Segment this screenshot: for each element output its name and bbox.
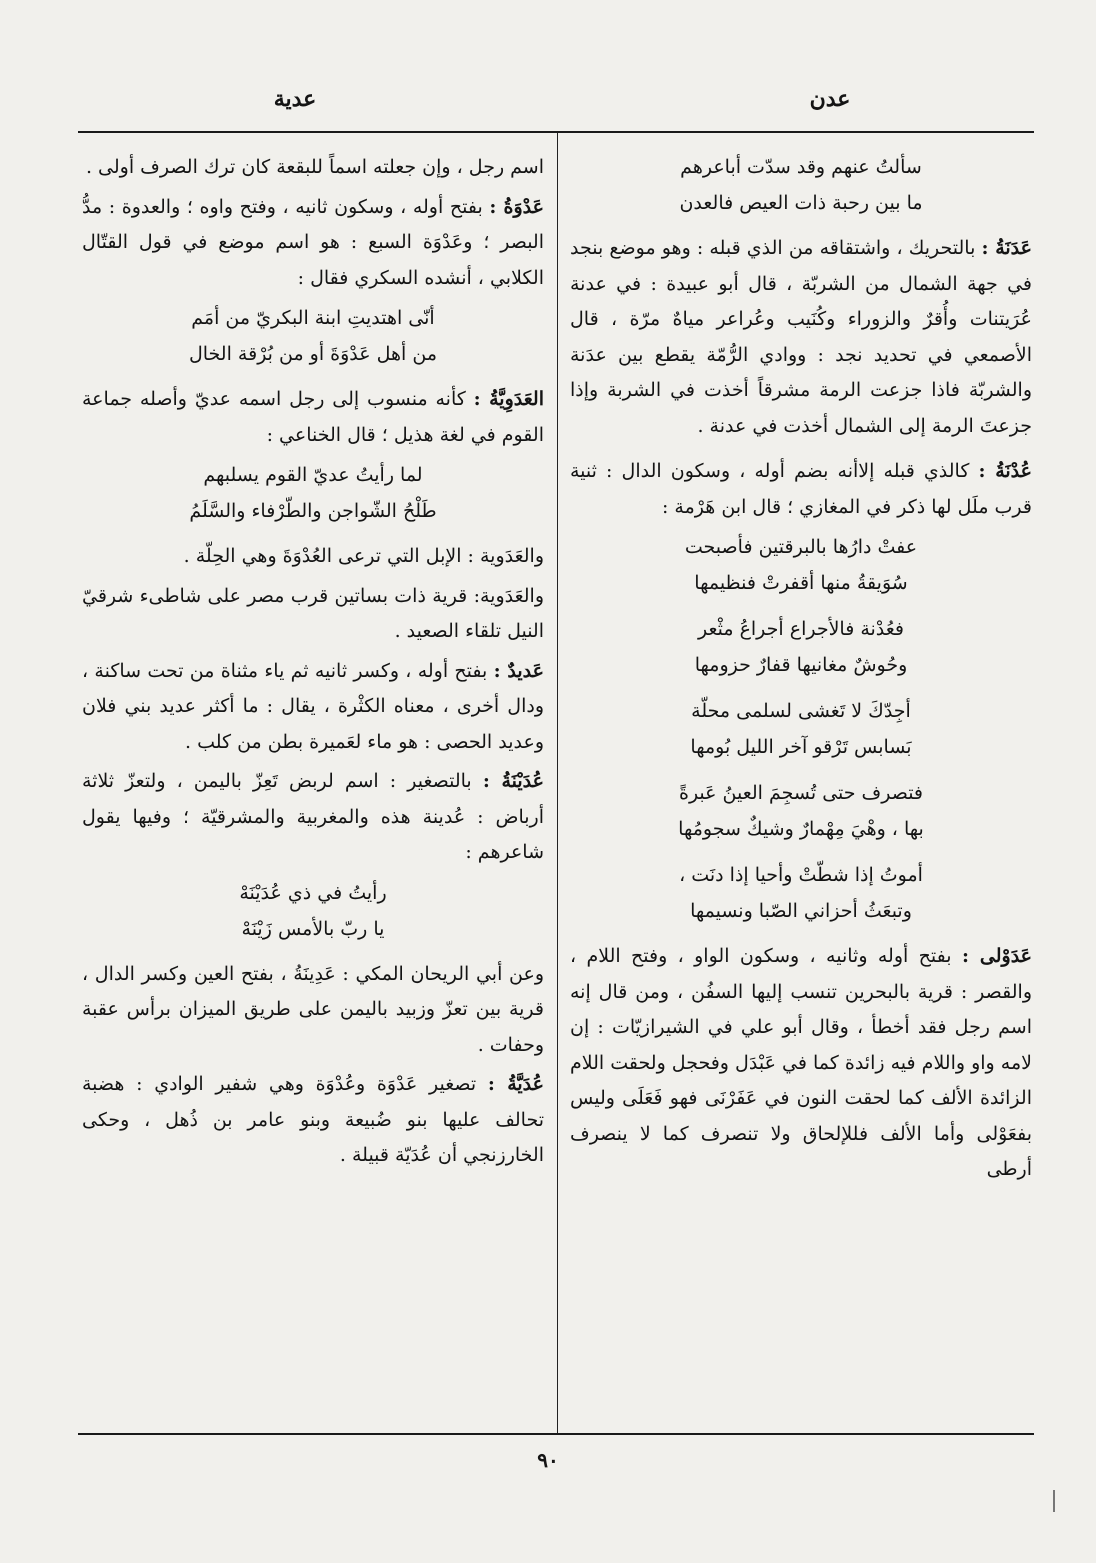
column-divider [557, 133, 558, 1433]
verse-line: رأيتُ في ذي عُدَيْنَهْ [239, 881, 387, 904]
entry-text: بفتح أوله ، وكسر ثانيه ثم ياء مثناة من تحت ساكنة ، ودال أخرى ، معناه الكثْرة ، يقال : ما أكثر عديد بني فلان وعديد الحصى : هو ماء لعَميرة بطن من كلب . [82, 659, 544, 753]
entry-continuation: اسم رجل ، وإن جعلته اسماً للبقعة كان ترك الصرف أولى . [85, 156, 544, 178]
headword: عَدَوْلى : [961, 945, 1032, 967]
entry-udnah [570, 454, 1032, 525]
entry-text: بفتح أوله وثانيه ، وسكون الواو ، وفتح اللام ، والقصر : قرية بالبحرين تنسب إليها السفُن ، ومن قال إنه اسم رجل فقد أخطأ ، وقال أبو علي في الشيرازيّات : إن لامه واو واللام فيه زائدة كما في عَبْدَل وفحجل ولحقت اللام الزائدة الألف كما لحقت النون في عَفَرْنَى فهو فَعَلَى وليس بفعَوْلى وأما الألف فللإلحاق ولا تنصرف كما لا ينصرف أرطى [570, 945, 1032, 1180]
verse-line: ما بين رحبة ذات العيص فالعدن [679, 192, 923, 214]
entry-text: كالذي قبله إلاأنه بضم أوله ، وسكون الدال : ثنية قرب ملَل لها ذكر في المغازي ؛ قال ابن هَرْمة : [570, 460, 1032, 518]
headword: عُدْنَةُ : [978, 460, 1032, 482]
verse-block [570, 149, 1032, 221]
entry-text: بالتحريك ، واشتقاقه من الذي قبله : وهو موضع بنجد في جهة الشمال من الشربّة ، قال أبو عبيدة : في عدنة عُرَيتنات وأُقرٌ والزوراء وكُنَيب وعُراعر مياهٌ مرّة ، قال الأصمعي في تحديد نجد : ووادي الرُّمّة يقطع بين عدَنة والشربّة فاذا جزعت الرمة مشرقاً أخذت في الشربة وإذا جزعتَ الرمة إلى الشمال أخذت في عدنة . [570, 237, 1032, 437]
headword: عَديدٌ : [493, 659, 544, 682]
running-header-left: عدية [273, 86, 317, 112]
verse-line: بَسابس تَرْقو آخر الليل بُومها [690, 736, 912, 758]
headword: العَدَوِيَّةُ : [473, 388, 544, 410]
verse-block [570, 529, 1032, 929]
verse-line: فعُدْنة فالأجراع أجراعُ مثْعر [697, 618, 905, 640]
verse-line: سُوَيقةُ منها أقفرتْ فنظيمها [694, 572, 908, 594]
verse-line: من أهل عَدْوَةَ أو من بُرْقة الخال [188, 343, 438, 365]
verse-line: فتصرف حتى تُسجِمَ العينُ عَبرةً [678, 782, 924, 804]
entry-adwah [82, 190, 544, 297]
entry-text: كأنه منسوب إلى رجل اسمه عديّ وأصله جماعة القوم في لغة هذيل ؛ قال الخناعي : [82, 388, 544, 446]
verse-line: أجِدّكَ لا تَغشى لسلمى محلّة [691, 700, 911, 722]
verse-block [82, 457, 544, 529]
headword: عُدَيَّةُ : [487, 1073, 544, 1095]
entry-adanah [570, 231, 1032, 444]
entry-text: بالتصغير : اسم لربض تَعِزّ باليمن ، ولتعزّ ثلاثة أرباض : عُدينة هذه والمغربية والمشرقيّة ؛ وفيها يقول شاعرهم : [82, 770, 544, 863]
verse-line: بها ، وهْيَ مِهْمارٌ وشيكٌ سجومُها [678, 818, 924, 840]
entry-adawiyyah [82, 382, 544, 453]
right-column [570, 147, 1032, 1192]
page-number: ٩٠ [537, 1448, 559, 1472]
headword: عَدْوَةُ : [489, 195, 544, 218]
entry-text: بفتح أوله ، وسكون ثانيه ، وفتح واوه ؛ والعدوة : مدُّ البصر ؛ وعَدْوَة السبع : هو اسم موضع في قول القتّال الكلابي ، أنشده السكري فقال : [82, 195, 544, 289]
entry-udaynah [82, 764, 544, 871]
verse-line: وحُوشٌ مغانيها قفارٌ حزومها [694, 654, 908, 676]
verse-line: وتبعَثُ أحزاني الصّبا ونسيمها [690, 900, 912, 922]
verse-line: سألتُ عنهم وقد سدّت أباعرهم [680, 156, 922, 178]
left-column [82, 150, 544, 1178]
entry-subsense: والعَدَوية: قرية ذات بساتين قرب مصر على شاطىء شرقيّ النيل تلقاء الصعيد . [82, 584, 544, 642]
entry-adawla [570, 939, 1032, 1188]
entry-subsense: وعن أبي الريحان المكي : عَدِينَةُ ، بفتح العين وكسر الدال ، قرية بين تعزّ وزبيد باليمن على طريق الميزان برأس عقبة وحفات . [82, 962, 544, 1056]
verse-line: أموتُ إذا شطّتْ وأحيا إذا دنَت ، [679, 864, 923, 886]
verse-line: عفتْ دارُها بالبرقتين فأصبحت [684, 536, 918, 558]
verse-line: أنّى اهتديتِ ابنة البكريّ من أمَم [191, 307, 435, 329]
running-header-right: عدن [809, 86, 851, 112]
entry-udayyah [82, 1067, 544, 1174]
entry-adid [82, 654, 544, 761]
top-rule [78, 131, 1034, 133]
bottom-rule [78, 1433, 1034, 1435]
headword: عُدَيْنَةُ : [482, 770, 544, 792]
verse-block [82, 875, 544, 947]
margin-mark [1053, 1490, 1055, 1512]
verse-line: لما رأيتُ عديّ القوم يسلبهم [203, 464, 423, 486]
entry-subsense: والعَدَوية : الإبل التي ترعى العُدْوَةَ وهي الحِلّة . [183, 545, 544, 567]
verse-line: طَلْحُ الشّواجن والطّرْفاء والسَّلَمُ [189, 500, 437, 522]
entry-text: تصغير عَدْوَة وعُدْوَة وهي شفير الوادي : هضبة تحالف عليها بنو ضُبيعة وبنو عامر بن ذُهل ، وحكى الخارزنجي أن عُدَيّة قبيلة . [82, 1073, 544, 1166]
verse-line: يا ربّ بالأمس زَيْنَهْ [241, 917, 385, 940]
headword: عَدَنَةُ : [981, 237, 1032, 259]
verse-block [82, 300, 544, 372]
